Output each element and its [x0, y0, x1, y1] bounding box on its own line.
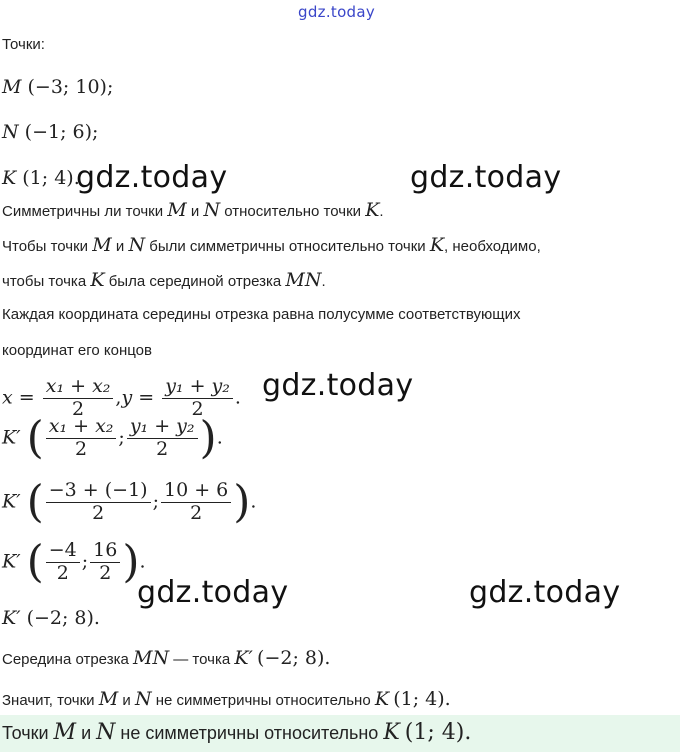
- condition2-segment: MN: [285, 269, 322, 291]
- condition-text-3: , необходимо,: [444, 238, 541, 255]
- fraction-sum-x: [46, 480, 151, 525]
- answer-m: M: [53, 720, 77, 745]
- semi-3: ;: [81, 550, 89, 573]
- conclusion-coords: (1; 4).: [393, 688, 451, 710]
- condition-n: N: [128, 234, 146, 256]
- fraction-x: [43, 376, 114, 421]
- point-m-name: M: [2, 76, 22, 98]
- midpoint-coords: (−2; 8).: [257, 647, 331, 669]
- midpoint-line: [2, 647, 330, 669]
- fraction-sum-y-den: 2: [190, 501, 203, 524]
- paren-open-3: (: [26, 536, 44, 588]
- fraction-kx-den: 2: [75, 437, 88, 460]
- paren-close-3: ): [122, 536, 140, 588]
- fraction-sum-x-num: −3 + (−1): [46, 480, 151, 503]
- fraction-ky-num: y₁ + y₂: [127, 416, 198, 439]
- paren-close-2: ): [233, 476, 251, 528]
- fraction-y-den: 2: [191, 397, 204, 420]
- k-prime-3: K′: [2, 550, 21, 573]
- answer-k: K: [383, 720, 400, 745]
- formula-y-var: y: [121, 386, 133, 409]
- question-m: M: [167, 199, 187, 221]
- formula-dot: .: [234, 386, 241, 409]
- watermark-4: gdz.today: [137, 575, 289, 610]
- fraction-16: [90, 540, 120, 585]
- question-line: [2, 199, 384, 221]
- k-prime-4: K′: [2, 607, 21, 629]
- formula-k-prime-1: [2, 412, 223, 464]
- question-text-1: Симметричны ли точки: [2, 203, 164, 220]
- point-k-coords: (1; 4).: [22, 167, 80, 189]
- k-prime-1: K′: [2, 426, 21, 449]
- conclusion-m: M: [98, 688, 119, 710]
- condition-m: M: [92, 234, 112, 256]
- condition-line-1: [2, 234, 541, 256]
- paren-open-1: (: [26, 412, 44, 464]
- answer-n: N: [96, 720, 116, 745]
- watermark-top: gdz.today: [298, 3, 376, 21]
- semi-2: ;: [152, 490, 159, 513]
- answer-box: [0, 715, 680, 752]
- answer-and: и: [81, 723, 92, 743]
- question-end: .: [379, 203, 384, 220]
- dot-3: .: [139, 550, 146, 573]
- rule-line-2: координат его концов: [2, 342, 152, 359]
- answer-coords: (1; 4).: [404, 720, 472, 745]
- midpoint-text-1: Середина отрезка: [2, 651, 129, 668]
- result-coords: (−2; 8).: [26, 607, 100, 629]
- fraction-kx-num: x₁ + x₂: [46, 416, 117, 439]
- fraction-kx: [46, 416, 117, 461]
- fraction-y: [162, 376, 233, 421]
- condition-k: K: [429, 234, 445, 256]
- question-n: N: [203, 199, 221, 221]
- dot-2: .: [250, 490, 257, 513]
- watermark-2: gdz.today: [410, 160, 562, 195]
- question-k: K: [365, 199, 380, 221]
- fraction-sum-y-num: 10 + 6: [161, 480, 231, 503]
- fraction-x-den: 2: [72, 397, 85, 420]
- watermark-1: gdz.today: [76, 160, 228, 195]
- formula-eq-1: =: [18, 386, 35, 409]
- formula-comma: ,: [115, 386, 122, 409]
- fraction-sum-y: [161, 480, 231, 525]
- paren-close-1: ): [199, 412, 217, 464]
- conclusion-text-2: не симметричны относительно: [155, 692, 371, 709]
- condition2-text-2: была серединой отрезка: [108, 273, 282, 290]
- condition-and: и: [115, 238, 125, 255]
- condition-text-2: были симметричны относительно точки: [149, 238, 426, 255]
- condition2-k: K: [90, 269, 105, 291]
- fraction-x-num: x₁ + x₂: [43, 376, 114, 399]
- conclusion-k: K: [374, 688, 390, 710]
- formula-result: [2, 607, 100, 629]
- watermark-5: gdz.today: [469, 575, 621, 610]
- fraction-neg4: [46, 540, 80, 585]
- k-prime-2: K′: [2, 490, 21, 513]
- fraction-16-num: 16: [90, 540, 120, 563]
- rule-line-1: Каждая координата середины отрезка равна полусумме соответствующих: [2, 306, 521, 323]
- formula-k-prime-3: [2, 536, 146, 588]
- point-k-name: K: [2, 167, 17, 189]
- formula-eq-2: =: [138, 386, 155, 409]
- formula-x-var: x: [2, 386, 13, 409]
- conclusion-n: N: [134, 688, 152, 710]
- point-k: [2, 167, 80, 189]
- dot-1: .: [216, 426, 223, 449]
- condition-line-2: [2, 269, 326, 291]
- conclusion-line: [2, 688, 451, 710]
- watermark-3: gdz.today: [262, 368, 414, 403]
- point-n-coords: (−1; 6);: [24, 121, 99, 143]
- midpoint-segment: MN: [132, 647, 170, 669]
- answer-line: [2, 720, 471, 745]
- fraction-ky: [127, 416, 198, 461]
- fraction-y-num: y₁ + y₂: [162, 376, 233, 399]
- point-m-coords: (−3; 10);: [27, 76, 114, 98]
- conclusion-text-1: Значит, точки: [2, 692, 95, 709]
- answer-text-2: не симметричны относительно: [120, 723, 379, 743]
- point-n-name: N: [2, 121, 19, 143]
- condition-text-1: Чтобы точки: [2, 238, 89, 255]
- formula-k-prime-2: [2, 476, 257, 528]
- points-label: Точки:: [2, 36, 45, 53]
- question-text-2: относительно точки: [224, 203, 362, 220]
- midpoint-dash: — точка: [173, 651, 231, 668]
- fraction-neg4-den: 2: [56, 561, 69, 584]
- answer-text-1: Точки: [2, 723, 49, 743]
- fraction-sum-x-den: 2: [92, 501, 105, 524]
- point-m: [2, 76, 113, 98]
- paren-open-2: (: [26, 476, 44, 528]
- conclusion-and: и: [122, 692, 131, 709]
- semi-1: ;: [118, 426, 125, 449]
- midpoint-k-prime: K′: [234, 647, 253, 669]
- condition2-text-1: чтобы точка: [2, 273, 87, 290]
- fraction-neg4-num: −4: [46, 540, 80, 563]
- point-n: [2, 121, 98, 143]
- condition2-end: .: [321, 273, 326, 290]
- fraction-ky-den: 2: [156, 437, 169, 460]
- question-and: и: [190, 203, 200, 220]
- fraction-16-den: 2: [99, 561, 112, 584]
